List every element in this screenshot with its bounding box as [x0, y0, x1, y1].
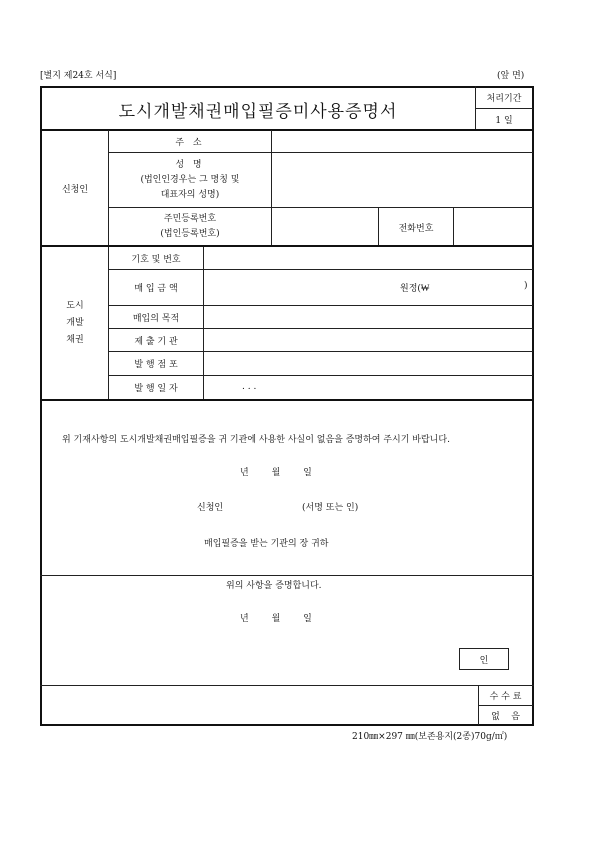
- registration-label: 주민등록번호: [163, 214, 217, 224]
- submitting-agency-label: 제 출 기 관: [134, 336, 178, 347]
- purchase-purpose-label: 매입의 목적: [132, 313, 180, 324]
- submitting-agency-field[interactable]: [204, 329, 532, 351]
- bond-group-label-3: 채권: [66, 334, 84, 345]
- name-label: 성 명: [175, 159, 205, 170]
- address-field[interactable]: [272, 131, 532, 152]
- phone-field[interactable]: [454, 208, 532, 246]
- applicant-sign-label: 신청인: [197, 503, 224, 513]
- seal-box: [459, 648, 509, 670]
- issue-date-dots: . . .: [242, 382, 257, 392]
- purchase-amount-unit: 원정(₩: [400, 284, 430, 294]
- name-note-1: (법인인경우는 그 명칭 및: [140, 174, 240, 185]
- registration-label-corp: (법인등록번호): [160, 229, 220, 239]
- signature-note[interactable]: (서명 또는 인): [302, 503, 359, 513]
- address-label: 주 소: [175, 138, 205, 148]
- request-date[interactable]: 년 월 일: [240, 468, 312, 478]
- bond-number-field[interactable]: [204, 247, 532, 269]
- applicant-group-label: 신청인: [61, 184, 89, 195]
- paper-spec: 210㎜×297 ㎜(보존용지(2종)70g/㎡): [352, 732, 508, 742]
- bond-group-label-1: 도시: [66, 300, 84, 311]
- addressee-line: 매입필증을 받는 기관의 장 귀하: [204, 539, 329, 549]
- form-title: 도시개발채권매입필증미사용증명서: [118, 101, 398, 122]
- issuing-branch-field[interactable]: [204, 352, 532, 375]
- name-field[interactable]: [272, 153, 532, 207]
- purchase-amount-close: ): [524, 281, 528, 291]
- request-statement: 위 기재사항의 도시개발채권매입필증을 귀 기관에 사용한 사실이 없음을 증명하여 주시기 바랍니다.: [62, 435, 450, 445]
- processing-period-label: 처리기간: [486, 94, 522, 104]
- page-side-label: (앞 면): [497, 71, 525, 81]
- issue-date-field[interactable]: [204, 376, 532, 399]
- fee-value: 없 음: [491, 711, 520, 722]
- registration-number-field[interactable]: [272, 208, 378, 246]
- purchase-amount-field[interactable]: [204, 270, 532, 305]
- seal-label: 인: [479, 655, 489, 666]
- bond-group-label-2: 개발: [66, 317, 84, 328]
- processing-period-value: 1 일: [495, 116, 513, 126]
- phone-label: 전화번호: [398, 223, 434, 234]
- certification-statement: 위의 사항을 증명합니다.: [226, 581, 322, 591]
- name-note-2: 대표자의 성명): [160, 189, 220, 200]
- registration-label-block: [109, 208, 271, 246]
- form-number-label: [별지 제24호 서식]: [40, 71, 117, 81]
- certification-date[interactable]: 년 월 일: [240, 614, 312, 624]
- issuing-branch-label: 발 행 점 포: [134, 360, 178, 370]
- bond-number-label: 기호 및 번호: [131, 254, 181, 265]
- bond-group-label: [42, 247, 108, 399]
- purchase-amount-label: 매 입 금 액: [134, 284, 178, 294]
- purchase-purpose-field[interactable]: [204, 306, 532, 328]
- name-label-block: [109, 153, 271, 207]
- fee-label: 수 수 료: [489, 692, 522, 702]
- issue-date-label: 발 행 일 자: [134, 384, 178, 394]
